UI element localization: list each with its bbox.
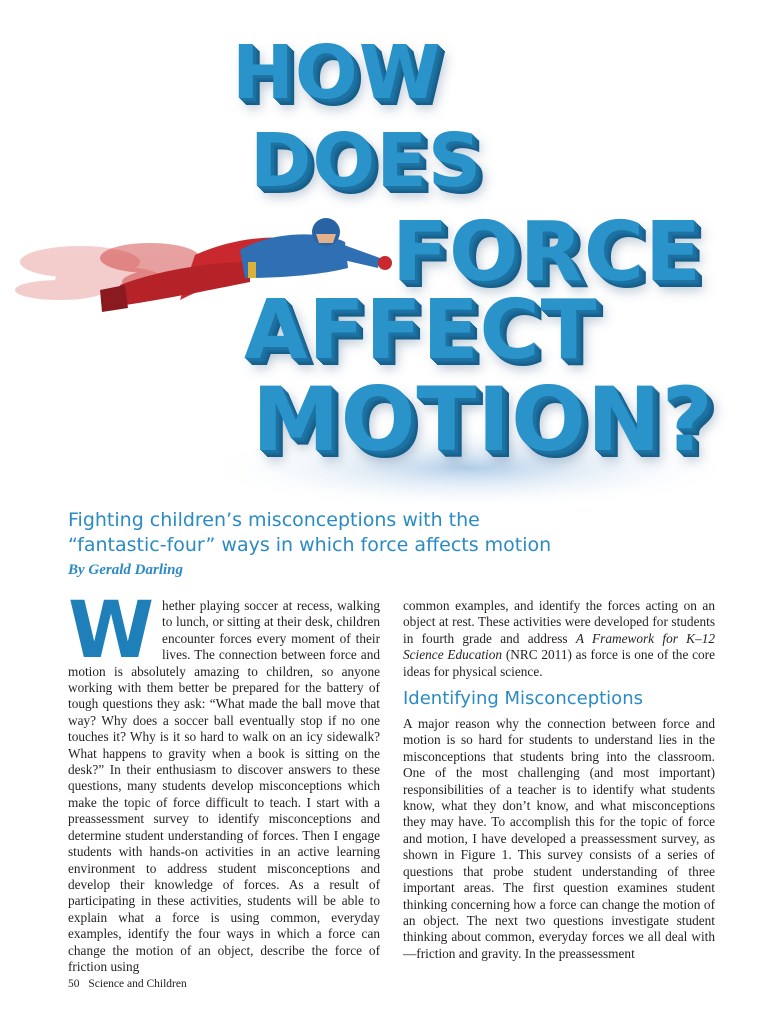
subtitle-line-1: Fighting children’s misconceptions with the — [68, 509, 480, 531]
article-subtitle — [68, 508, 628, 558]
title-illustration — [0, 0, 768, 505]
paragraph-text: common examples, and identify the forces acting on an object at rest. These activities were developed for students in fourth grade and address — [403, 598, 715, 646]
section-heading: Identifying Misconceptions — [403, 688, 643, 710]
title-word-affect: AFFECT — [244, 283, 598, 378]
title-word-how: HOW — [232, 30, 442, 116]
paragraph-text: (NRC 2011) as force is one of the core ideas for physical science. — [403, 647, 716, 679]
drop-cap: W — [68, 586, 155, 676]
title-word-force: FORCE — [392, 205, 703, 300]
body-column-left — [68, 586, 380, 975]
title-word-motion: MOTION? — [252, 368, 714, 471]
framework-title: A Framework for K–12 Science Education — [403, 630, 715, 663]
intro-paragraph — [68, 586, 380, 975]
author-byline: By Gerald Darling — [68, 562, 184, 578]
publication-name: Science and Children — [88, 978, 187, 990]
page-number: 50 — [68, 978, 80, 990]
continued-paragraph — [403, 598, 715, 680]
title-word-does: DOES — [250, 118, 483, 204]
body-column-right — [403, 598, 715, 962]
subtitle-line-2: “fantastic-four” ways in which force affects motion — [68, 534, 552, 556]
intro-text: hether playing soccer at recess, walking to lunch, or sitting at their desk, children encounter forces every moment of their lives. The connection between force and motion is absolutely amazing to children, so anyone working with them better be prepared for the battery of tough questions they ask: “What made the ball move that way? Why does a soccer ball eventually stop if no one touches it? Why is it so hard to walk on an icy sidewalk? What happens to gravity when a book is sitting on the desk?” In their enthusiasm to discover answers to these questions, many students develop misconceptions which make the topic of force difficult to teach. I start with a preassessment survey to identify misconceptions and determine student understanding of forces. Then I engage students with hands-on activities in an active learning environment to address student misconceptions and develop their knowledge of forces. As a result of participating in these activities, students will be able to explain what a force is using common, everyday examples, identify the four ways in which a force can change the motion of an object, describe the force of friction using — [68, 598, 380, 974]
page-footer — [68, 978, 193, 990]
misconceptions-paragraph: A major reason why the connection between force and motion is so hard for students to understand lies in the misconceptions that students bring into the classroom. One of the most challenging (and most important) responsibilities of a teacher is to identify what students know, what they don’t know, and what misconceptions they may have. To accomplish this for the topic of force and motion, I have developed a preassessment survey, as shown in Figure 1. This survey consists of a series of questions that probe student understanding of three important areas. The first question examines student thinking concerning how a force can change the motion of an object. The next two questions investigate student thinking about common, everyday forces we all deal with—friction and gravity. In the preassessment — [403, 716, 715, 961]
